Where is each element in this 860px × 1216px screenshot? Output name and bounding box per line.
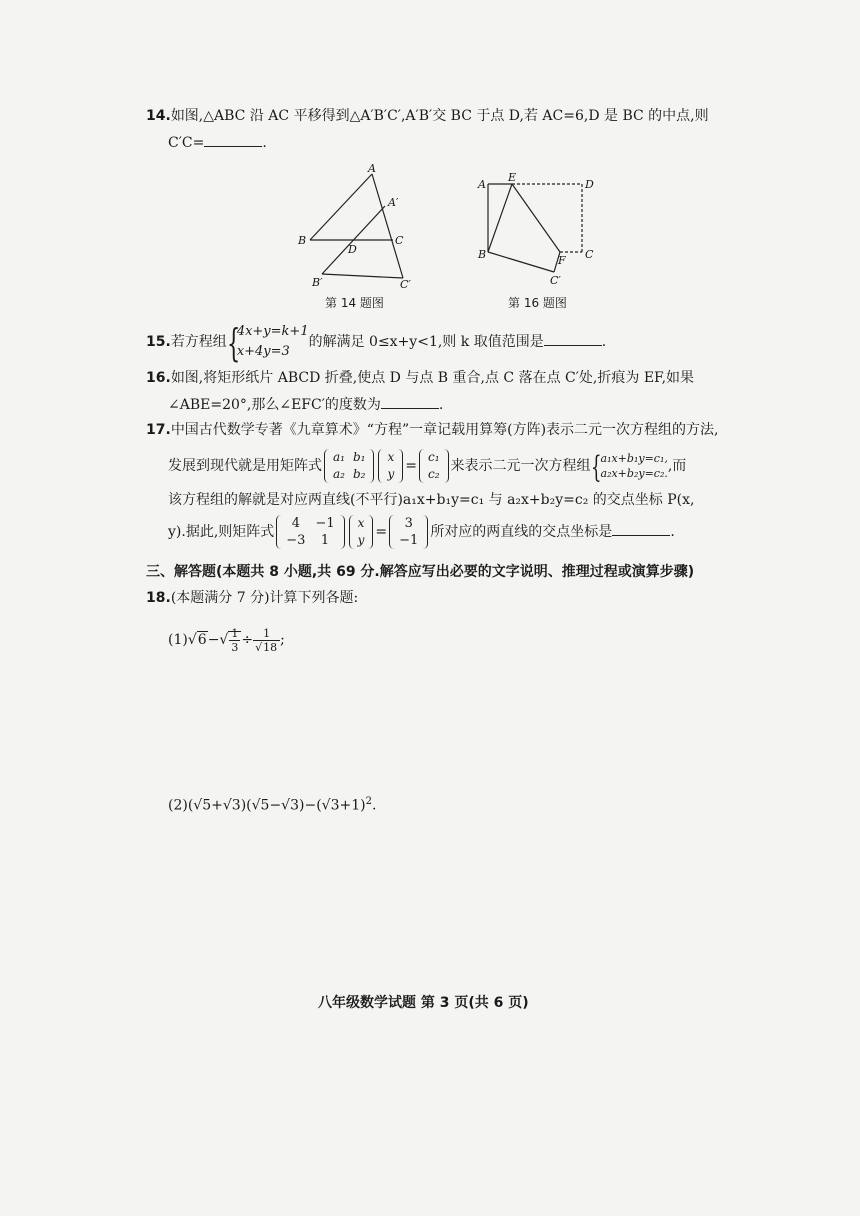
denominator: √18: [255, 640, 278, 654]
label-f: F: [558, 254, 566, 267]
matrix-cell: b₂: [352, 467, 366, 481]
segment-ac: [372, 174, 403, 278]
answer-blank[interactable]: [612, 521, 670, 536]
matrix-cell: −1: [315, 516, 335, 531]
equation-system: [226, 321, 309, 365]
constant-vector: [419, 449, 449, 483]
matrix-cell: a₂: [333, 467, 345, 481]
matrix-cell: x: [387, 450, 395, 464]
label-b: B: [298, 234, 307, 247]
constant-vector: [389, 515, 428, 549]
brace-icon: {: [226, 321, 241, 365]
numerator: 1: [253, 627, 280, 641]
label-a: A: [478, 178, 486, 191]
matrix-cell: 3: [404, 516, 413, 531]
figure-14-caption: 第 14 题图: [325, 296, 384, 310]
question-text: 来表示二元一次方程组: [450, 458, 591, 474]
matrix-cell: 1: [320, 533, 330, 548]
question-number: 16.: [146, 370, 171, 386]
label-c: C: [585, 248, 594, 261]
segment-b1c1: [322, 274, 403, 278]
numerator: 1: [231, 626, 239, 640]
label-c: C: [395, 234, 404, 247]
question-text: ∠ABE=20°,那么∠EFC′的度数为: [168, 397, 381, 413]
matrix-cell: a₁: [333, 450, 345, 464]
answer-blank[interactable]: [381, 394, 439, 409]
equation-system: [590, 450, 668, 485]
question-18-intro: [146, 588, 358, 608]
segment-ef: [512, 184, 560, 252]
period: .: [262, 135, 267, 151]
label-b1: B′: [312, 276, 323, 289]
question-number: 15.: [146, 334, 171, 350]
equals-sign: =: [405, 458, 417, 474]
brace-icon: {: [590, 450, 602, 485]
period: .: [438, 397, 444, 413]
semicolon: ;: [280, 632, 285, 648]
question-18-part1: (1)√6−√ $\frac{1}{3}$ ÷ $\frac{1}{√18}$ ;: [168, 626, 285, 654]
matrix-cell: y: [387, 467, 395, 481]
part-label: (2): [168, 797, 188, 814]
variable-vector: [378, 449, 403, 483]
question-text: (本题满分 7 分)计算下列各题:: [170, 590, 359, 606]
answer-blank[interactable]: [204, 132, 262, 147]
label-e: E: [508, 171, 517, 184]
question-17-line2: [168, 446, 686, 486]
fraction: [253, 627, 280, 654]
matrix-cell: c₁: [427, 450, 440, 464]
page-footer: 八年级数学试题 第 3 页(共 6 页): [318, 995, 529, 1011]
figure-16: [474, 168, 604, 286]
segment-be: [488, 184, 512, 252]
label-b: B: [478, 248, 487, 261]
variable-vector: [349, 515, 374, 549]
matrix-cell: x: [357, 516, 365, 530]
coefficient-matrix: [276, 515, 344, 549]
question-text: 发展到现代就是用矩阵式: [168, 458, 322, 474]
question-text: ,而: [667, 458, 687, 474]
matrix-cell: y: [357, 533, 365, 547]
matrix-cell: −3: [286, 533, 306, 548]
fraction: [229, 627, 240, 654]
section-title: 三、解答题(本题共 8 小题,共 69 分.解答应写出必要的文字说明、推理过程或演算步骤): [146, 564, 695, 580]
figure-14: [290, 160, 430, 290]
question-text: 所对应的两直线的交点坐标是: [430, 524, 613, 540]
label-d: D: [585, 178, 594, 191]
question-16-line2: [168, 394, 443, 415]
period: .: [371, 797, 377, 814]
exponent: 2: [365, 796, 372, 807]
question-text: 该方程组的解就是对应两直线(不平行)a₁x+b₁y=c₁ 与 a₂x+b₂y=c₂ 的交点坐标 P(x,: [168, 492, 695, 508]
question-16-line1: [146, 368, 694, 388]
question-18-part2: [168, 792, 376, 816]
question-text: 中国古代数学专著《九章算术》“方程”一章记载用算筹(方阵)表示二元一次方程组的方法,: [170, 422, 719, 438]
question-14-line1: [146, 106, 709, 126]
question-number: 17.: [146, 422, 171, 438]
radicand: 6: [197, 632, 207, 648]
answer-blank[interactable]: [544, 331, 602, 346]
figure-16-caption: 第 16 题图: [508, 296, 567, 310]
question-15: [146, 321, 607, 365]
question-14-line2: [168, 132, 267, 153]
label-a1: A′: [388, 196, 399, 209]
question-number: 18.: [146, 590, 171, 606]
coefficient-matrix: [324, 449, 374, 483]
equation-2: a₂x+b₂y=c₂.: [600, 467, 668, 480]
question-number: 14.: [146, 108, 171, 124]
radicand: 18: [263, 640, 278, 654]
label-c1: C′: [400, 278, 411, 290]
equation-2: x+4y=3: [236, 344, 290, 359]
matrix-cell: −1: [399, 533, 419, 548]
equals-sign: =: [375, 524, 388, 540]
segment-bc1: [488, 252, 554, 272]
part-label: (1): [168, 632, 188, 648]
label-c1: C′: [550, 274, 561, 286]
equation-1: 4x+y=k+1: [236, 324, 309, 339]
question-17-line3: [168, 490, 694, 510]
question-17-line1: [146, 420, 719, 440]
expression: (√5+√3)(√5−√3)−(√3+1): [187, 797, 366, 814]
matrix-cell: b₁: [352, 450, 366, 464]
question-text: 的解满足 0≤x+y<1,则 k 取值范围是: [308, 334, 544, 350]
question-text: C′C=: [168, 135, 205, 151]
label-d: D: [348, 243, 357, 256]
label-a: A: [368, 162, 376, 175]
question-text: 如图,△ABC 沿 AC 平移得到△A′B′C′,A′B′交 BC 于点 D,若 AC=6,D 是 BC 的中点,则: [170, 108, 709, 124]
operator: −: [207, 632, 220, 648]
matrix-cell: c₂: [427, 467, 440, 481]
period: .: [670, 524, 675, 540]
period: .: [601, 334, 607, 350]
operator: ÷: [241, 632, 254, 648]
denominator: 3: [231, 640, 239, 654]
question-17-line4: [168, 512, 675, 552]
question-text: 如图,将矩形纸片 ABCD 折叠,使点 D 与点 B 重合,点 C 落在点 C′处,折痕为 EF,如果: [170, 370, 695, 386]
question-text: 若方程组: [170, 334, 227, 350]
question-text: y).据此,则矩阵式: [168, 524, 275, 540]
equation-1: a₁x+b₁y=c₁,: [600, 452, 668, 465]
matrix-cell: 4: [291, 516, 300, 531]
